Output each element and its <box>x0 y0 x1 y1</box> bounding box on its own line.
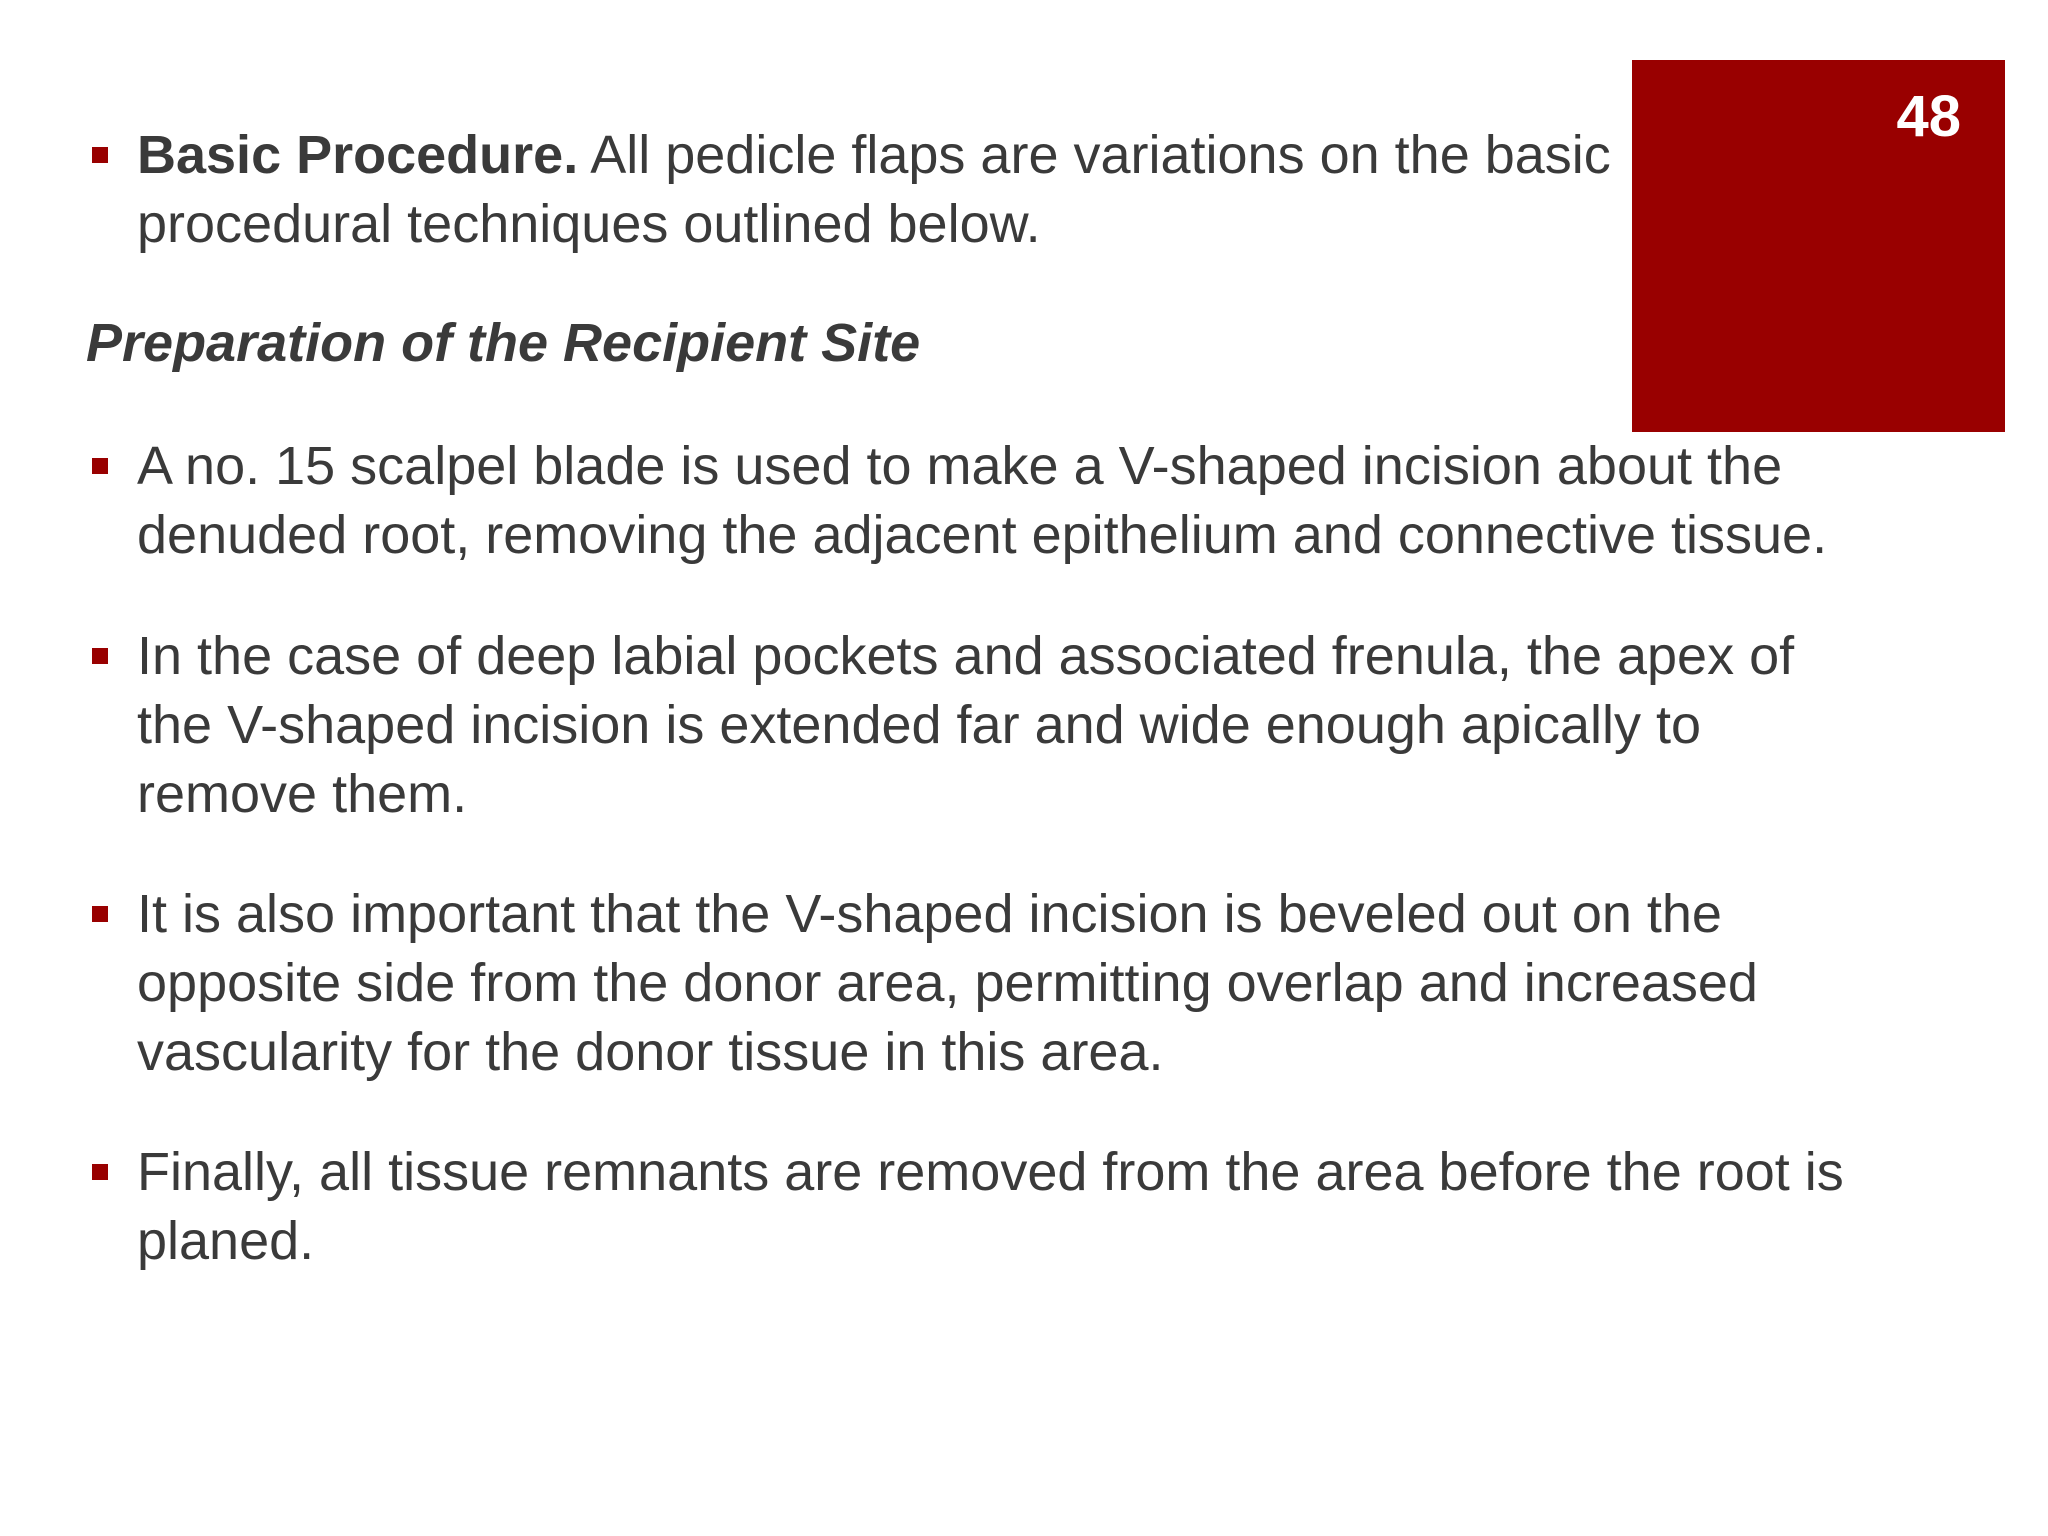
bullet-text: All pedicle flaps are variations on the basic <box>578 125 1611 185</box>
bullet-line: opposite side from the donor area, permitting overlap and increased <box>137 953 1758 1013</box>
bullet-line: procedural techniques outlined below. <box>137 194 1041 254</box>
section-heading: Preparation of the Recipient Site <box>86 313 921 373</box>
bullet-marker <box>92 147 108 163</box>
bullet-line: planed. <box>137 1211 315 1271</box>
bullet-item <box>137 622 2017 829</box>
bullet-line: Finally, all tissue remnants are removed from the area before the root is <box>137 1142 1844 1202</box>
bullet-line: It is also important that the V-shaped incision is beveled out on the <box>137 884 1722 944</box>
bullet-line: vascularity for the donor tissue in this area. <box>137 1022 1164 1082</box>
bullet-marker <box>92 648 108 664</box>
bullet-line: denuded root, removing the adjacent epithelium and connective tissue. <box>137 505 1828 565</box>
bullet-line <box>137 121 1737 190</box>
bullet-item <box>137 432 2017 570</box>
bullet-marker <box>92 906 108 922</box>
bullet-line: the V-shaped incision is extended far and wide enough apically to <box>137 695 1702 755</box>
bullet-marker <box>92 458 108 474</box>
bullet-item <box>137 1138 2037 1276</box>
bullet-bold-label: Basic Procedure. <box>137 125 579 185</box>
bullet-line: In the case of deep labial pockets and associated frenula, the apex of <box>137 626 1795 686</box>
bullet-item <box>137 880 2017 1087</box>
bullet-marker <box>92 1164 108 1180</box>
bullet-line: A no. 15 scalpel blade is used to make a V-shaped incision about the <box>137 436 1783 496</box>
page-number: 48 <box>1896 84 1961 149</box>
bullet-basic-procedure <box>137 121 1737 259</box>
page-number-box <box>1632 60 2005 432</box>
bullet-line: remove them. <box>137 764 468 824</box>
